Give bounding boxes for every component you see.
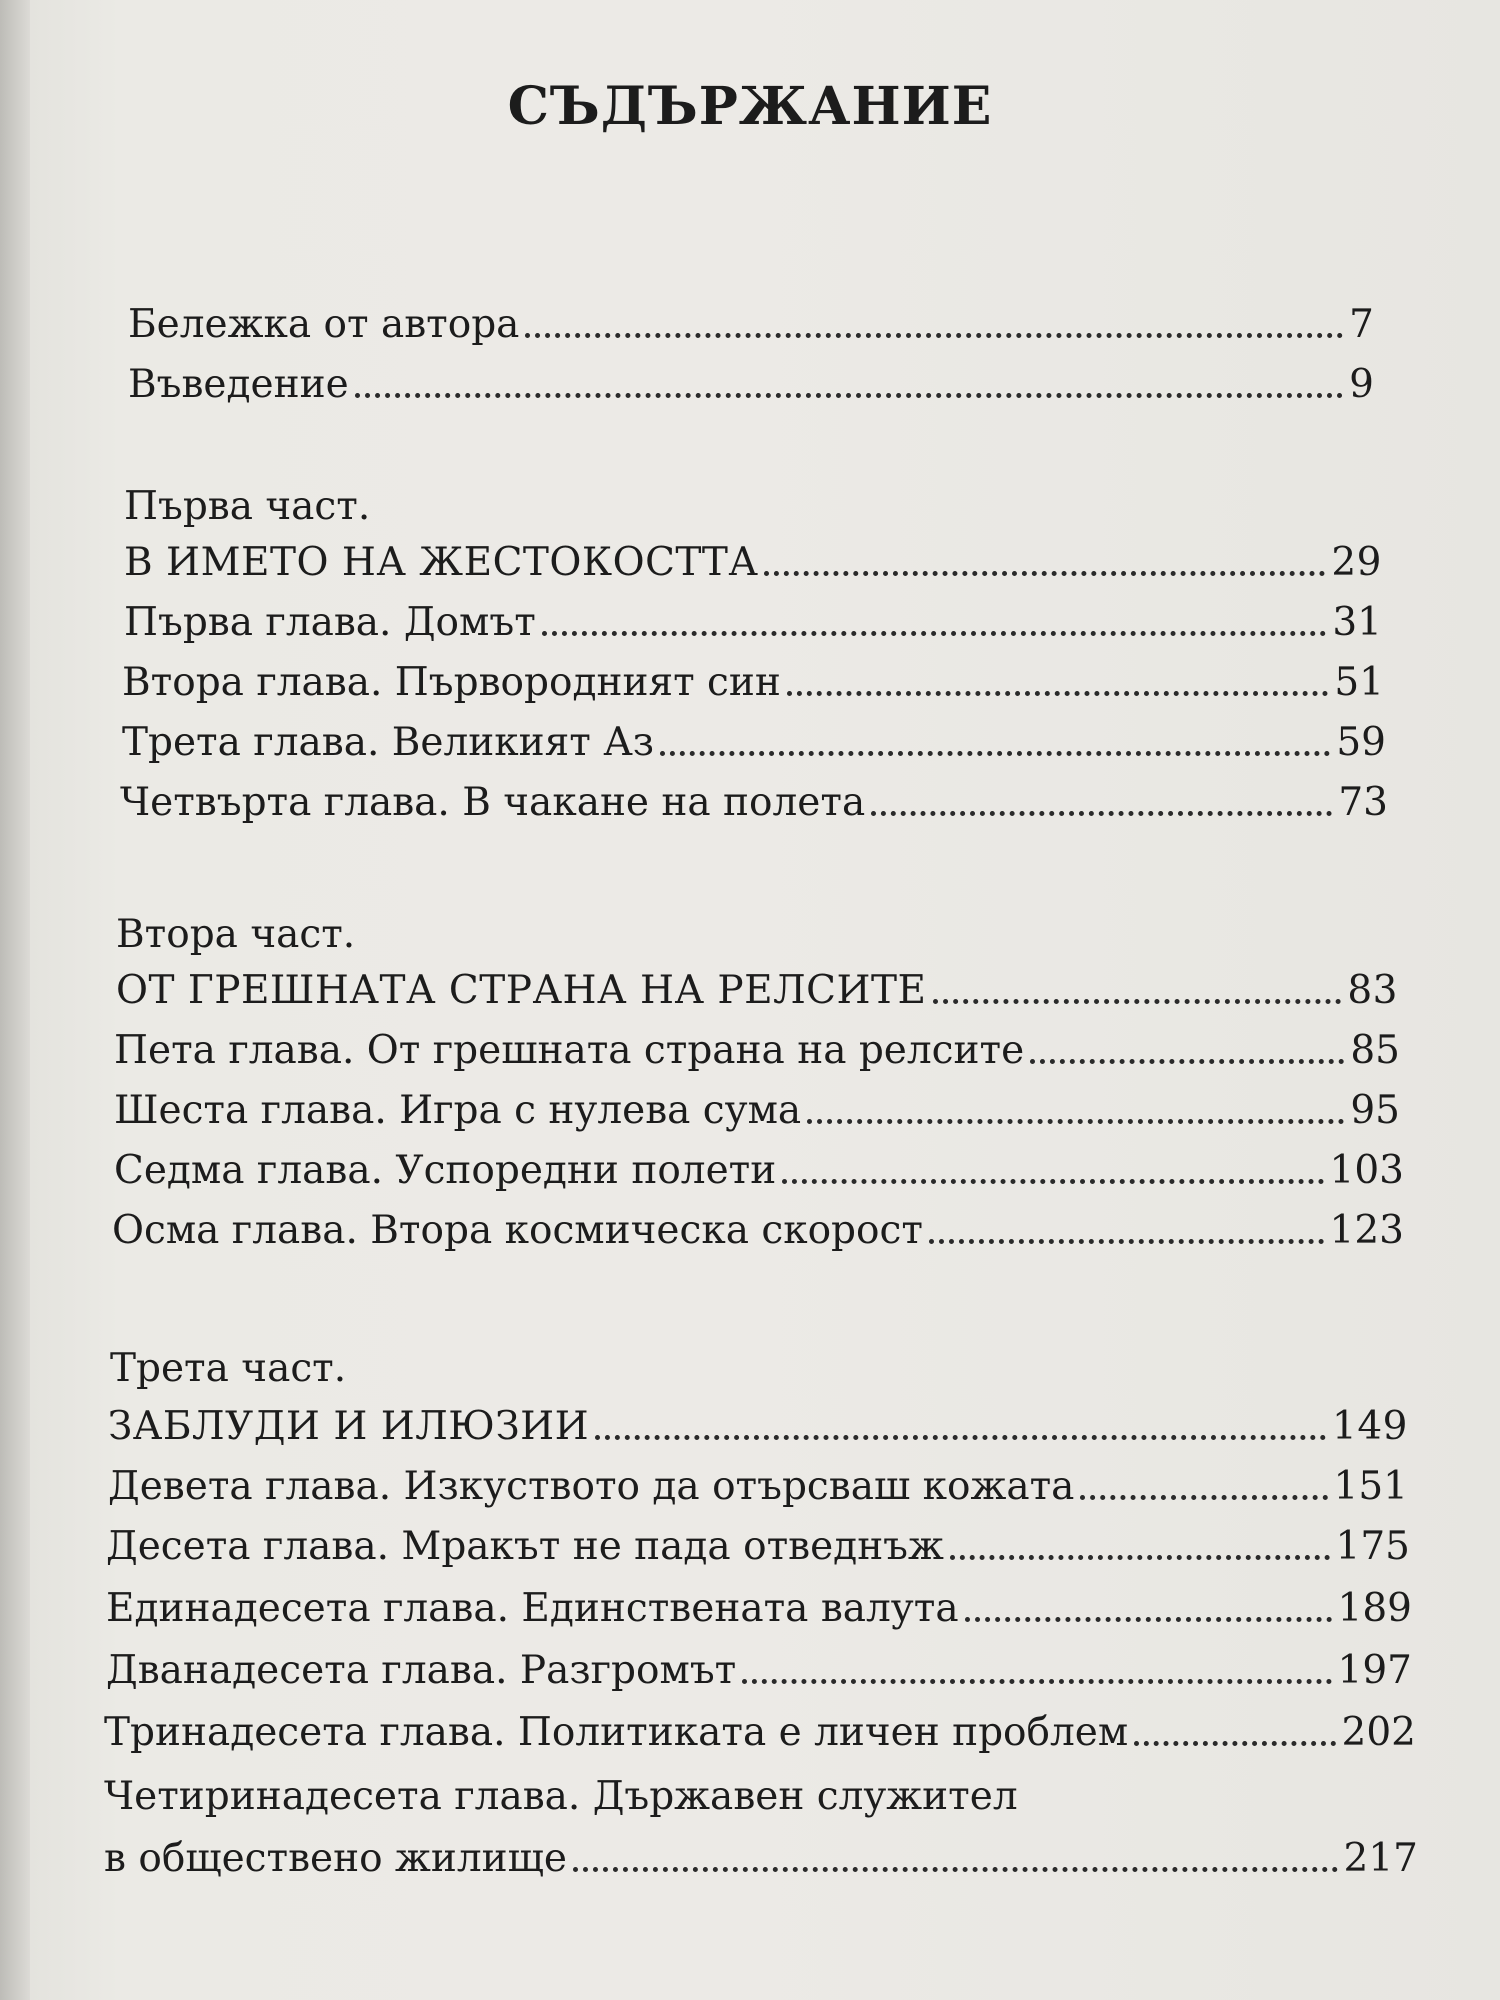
toc-entry [104,1704,1416,1762]
toc-entry-label: Дванадесета глава. Разгромът [106,1648,737,1693]
part-title: В ИМЕТО НА ЖЕСТОКОСТТА [124,540,759,585]
toc-entry-page: 31 [1332,600,1382,645]
toc-entry-page: 103 [1329,1148,1404,1193]
toc-entry-page: 7 [1349,302,1374,347]
toc-entry [112,1202,1404,1260]
part-title: ОТ ГРЕШНАТА СТРАНА НА РЕЛСИТЕ [116,968,927,1013]
toc-entry-label: Въведение [128,362,349,407]
toc-entry-label: Тринадесета глава. Политиката е личен проблем [104,1710,1129,1755]
toc-entry [128,296,1374,354]
toc-entry [122,714,1386,772]
toc-entry-page: 123 [1329,1208,1404,1253]
toc-entry-label: Четвърта глава. В чакане на полета [120,780,866,825]
dot-leader [871,811,1332,816]
part-label: Втора част. [116,912,356,957]
dot-leader [660,751,1330,756]
toc-entry-page: 217 [1343,1836,1418,1881]
part-title-entry [124,534,1382,592]
toc-entry [122,654,1384,712]
page-title-text: СЪДЪРЖАНИЕ [507,76,993,137]
toc-entry [114,1022,1400,1080]
dot-leader [355,393,1344,398]
toc-entry-label: Пета глава. От грешната страна на релсите [114,1028,1025,1073]
part-page: 149 [1332,1404,1408,1449]
toc-entry [104,1830,1418,1888]
toc-entry [114,1142,1404,1200]
dot-leader [573,1867,1338,1872]
dot-leader [933,999,1342,1004]
dot-leader [965,1617,1332,1622]
toc-entry-page: 151 [1333,1464,1408,1509]
dot-leader [764,571,1325,576]
toc-entry [128,356,1374,414]
toc-entry-label: Седма глава. Успоредни полети [114,1148,777,1193]
dot-leader [787,691,1328,696]
dot-leader [595,1435,1326,1440]
toc-entry-page: 51 [1334,660,1384,705]
toc-entry-page: 59 [1336,720,1386,765]
toc-entry-label: Десета глава. Мракът не пада отведнъж [106,1524,944,1569]
dot-leader [1134,1741,1335,1746]
toc-entry-label: Първа глава. Домът [124,600,536,645]
toc-entry-page: 175 [1335,1524,1410,1569]
dot-leader [525,333,1343,338]
toc-entry-page: 85 [1350,1028,1400,1073]
toc-entry-label: Единадесета глава. Единствената валута [106,1586,959,1631]
toc-entry-page: 197 [1337,1648,1412,1693]
dot-leader [1030,1059,1344,1064]
part-page: 83 [1347,968,1398,1013]
toc-entry [106,1642,1412,1700]
dot-leader [929,1239,1324,1244]
part-label: Трета част. [110,1346,347,1391]
toc-entry-label: Девета глава. Изкуството да отърсваш кожата [108,1464,1075,1509]
toc-entry-page: 9 [1349,362,1374,407]
dot-leader [950,1555,1330,1560]
toc-entry-label: Шеста глава. Игра с нулева сума [114,1088,802,1133]
toc-entry-page: 189 [1337,1586,1412,1631]
part-title-entry [108,1398,1408,1456]
toc-entry-page: 202 [1341,1710,1416,1755]
dot-leader [1080,1495,1327,1500]
part-title-entry [116,962,1398,1020]
toc-entry-label: Трета глава. Великият Аз [122,720,655,765]
part-page: 29 [1331,540,1382,585]
toc-entry [114,1082,1400,1140]
toc-entry-label: Бележка от автора [128,302,520,347]
part-title: ЗАБЛУДИ И ИЛЮЗИИ [108,1404,590,1449]
dot-leader [807,1119,1344,1124]
toc-entry [108,1458,1408,1516]
toc-entry [106,1518,1410,1576]
toc-entry-page: 95 [1350,1088,1400,1133]
toc-entry [106,1580,1412,1638]
part-label: Първа част. [124,484,371,529]
dot-leader [742,1679,1331,1684]
toc-entry-label: Осма глава. Втора космическа скорост [112,1208,923,1253]
dot-leader [782,1179,1323,1184]
toc-entry [124,594,1382,652]
toc-entry [120,774,1388,832]
toc-entry-label: Втора глава. Първородният син [122,660,781,705]
toc-entry-label: в обществено жилище [104,1836,567,1881]
toc-entry-page: 73 [1338,780,1388,825]
dot-leader [542,631,1327,636]
toc-entry-label: Четиринадесета глава. Държавен служител [104,1774,1018,1819]
